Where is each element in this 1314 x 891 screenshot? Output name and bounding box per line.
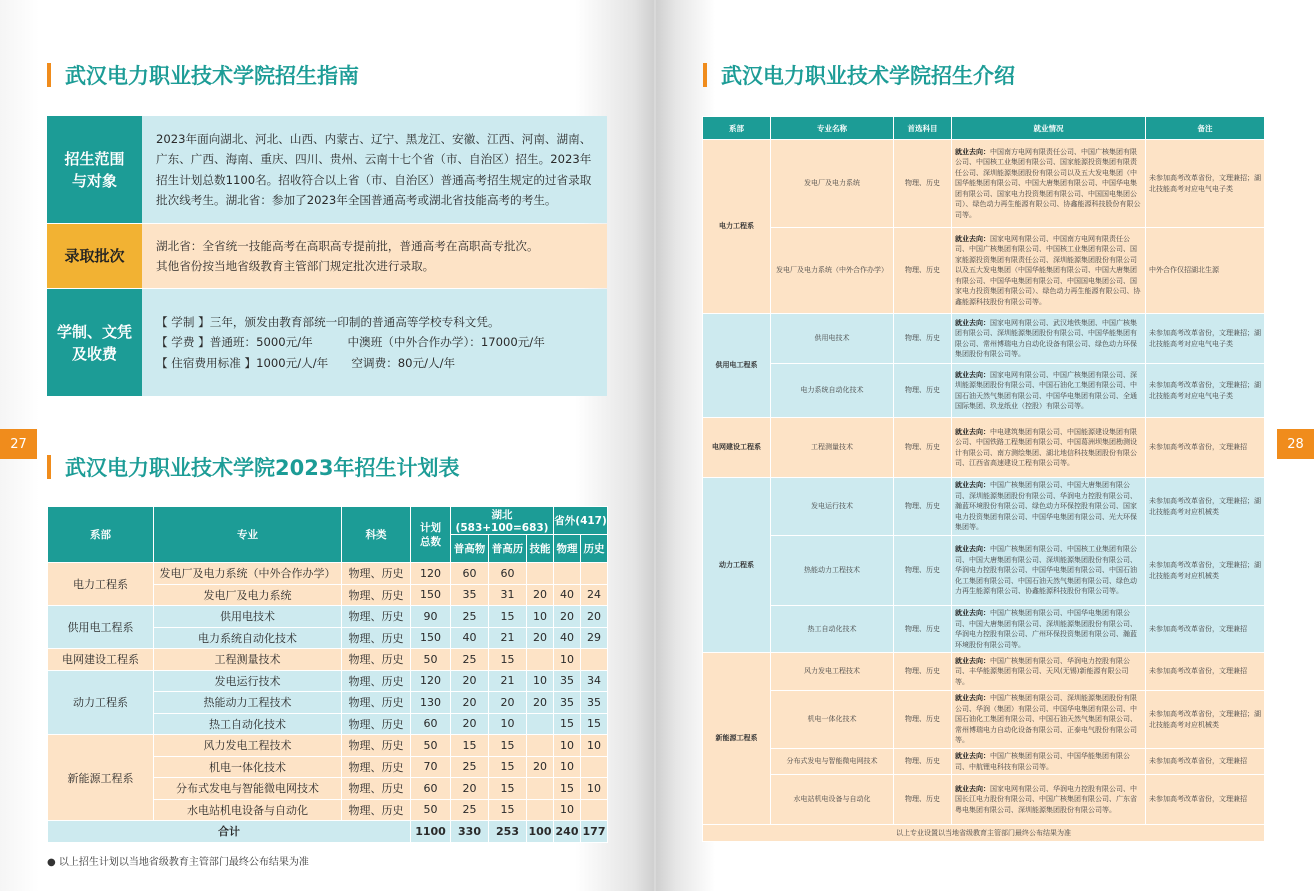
value-cell: 40 (451, 627, 489, 649)
subject-cell: 物理、历史 (894, 691, 952, 749)
intro-header: 专业名称 (771, 117, 894, 140)
value-cell: 20 (451, 778, 489, 800)
header-sub: 普高历 (489, 535, 527, 563)
job-prefix: 就业去向： (955, 656, 990, 665)
subject-cell: 物理、历史 (894, 478, 952, 536)
value-cell: 10 (581, 778, 608, 800)
value-cell: 35 (554, 692, 581, 714)
value-cell: 35 (554, 670, 581, 692)
subject-cell: 物理、历史 (342, 713, 411, 735)
value-cell: 90 (411, 606, 451, 628)
value-cell: 25 (451, 799, 489, 821)
table-row (48, 606, 608, 628)
value-cell: 15 (554, 778, 581, 800)
header-sub: 技能 (527, 535, 554, 563)
subject-cell: 物理、历史 (342, 606, 411, 628)
value-cell: 20 (527, 627, 554, 649)
value-cell: 40 (554, 584, 581, 606)
major-cell: 供用电技术 (771, 314, 894, 364)
value-cell: 20 (527, 756, 554, 778)
job-text: 中电建筑集团有限公司、中国能源建设集团有限公司、中国铁路工程集团有限公司、中国葛洲坝集团勘测设计有限公司、南方测绘集团、湖北地信科技集团股份有限公司、江西省高速建设工程有限公司等。 (955, 427, 1137, 467)
table-row (703, 606, 1265, 653)
subject-cell: 物理、历史 (894, 775, 952, 825)
subject-cell: 物理、历史 (342, 627, 411, 649)
header-dept: 系部 (48, 507, 154, 563)
value-cell: 60 (411, 713, 451, 735)
major-cell: 热工自动化技术 (154, 713, 342, 735)
value-cell: 35 (581, 692, 608, 714)
value-cell (554, 563, 581, 585)
subject-cell: 物理、历史 (342, 756, 411, 778)
value-cell: 150 (411, 584, 451, 606)
total-value: 253 (489, 821, 527, 843)
value-cell: 120 (411, 670, 451, 692)
guide-line: 【 住宿费用标准 】1000元/人/年 空调费：80元/人/年 (156, 355, 456, 370)
table-row (703, 140, 1265, 228)
job-prefix: 就业去向： (955, 694, 990, 703)
guide-line: 其他省份按当地省级教育主管部门规定批次进行录取。 (156, 259, 435, 273)
value-cell: 10 (554, 649, 581, 671)
total-value: 177 (581, 821, 608, 843)
value-cell: 10 (489, 713, 527, 735)
value-cell: 20 (489, 692, 527, 714)
plan-table-body (48, 563, 608, 843)
value-cell (581, 649, 608, 671)
value-cell: 10 (527, 670, 554, 692)
job-prefix: 就业去向： (955, 427, 990, 436)
major-cell: 发电厂及电力系统（中外合作办学） (771, 228, 894, 314)
dept-cell: 新能源工程系 (703, 653, 771, 825)
remark-cell: 未参加高考改革省份，文理兼招；湖北技能高考对应电气电子类 (1146, 140, 1265, 228)
value-cell: 10 (581, 735, 608, 757)
subject-cell: 物理、历史 (894, 418, 952, 478)
value-cell (527, 735, 554, 757)
remark-cell: 未参加高考改革省份，文理兼招 (1146, 606, 1265, 653)
total-value: 240 (554, 821, 581, 843)
guide-label-fees: 学制、文凭及收费 (47, 289, 142, 396)
guide-line: 2023年面向湖北、河北、山西、内蒙古、辽宁、黑龙江、安徽、江西、河南、湖南、 (156, 131, 592, 146)
major-cell: 风力发电工程技术 (154, 735, 342, 757)
subject-cell: 物理、历史 (894, 536, 952, 606)
value-cell: 50 (411, 799, 451, 821)
subject-cell: 物理、历史 (342, 799, 411, 821)
value-cell: 10 (554, 756, 581, 778)
job-prefix: 就业去向： (955, 752, 990, 760)
value-cell: 24 (581, 584, 608, 606)
job-prefix: 就业去向： (955, 545, 990, 554)
job-cell (952, 364, 1146, 418)
job-prefix: 就业去向： (955, 784, 990, 793)
enrollment-plan-table (47, 506, 608, 843)
dept-cell: 电网建设工程系 (48, 649, 154, 671)
value-cell: 10 (554, 735, 581, 757)
major-cell: 热能动力工程技术 (154, 692, 342, 714)
value-cell: 15 (489, 606, 527, 628)
value-cell: 20 (527, 584, 554, 606)
value-cell: 70 (411, 756, 451, 778)
guide-text-batch (142, 224, 607, 288)
guide-text-fees (142, 289, 607, 396)
job-text: 国家电网有限公司、中国南方电网有限责任公司、中国广核集团有限公司、中国核工业集团有限公司、国家能源投资集团有限责任公司、深圳能源集团股份有限公司以及五大发电集团（中国华能集团有限公司、中国大唐集团有限公司、中国华电集团有限公司、中国国电集团公司、国家电力投资集团有限公司）、绿色动力再生能源有限公司、协鑫能源科技股份有限公司等。 (955, 234, 1141, 306)
subject-cell: 物理、历史 (342, 584, 411, 606)
total-value: 330 (451, 821, 489, 843)
table-row (703, 478, 1265, 536)
value-cell: 150 (411, 627, 451, 649)
dept-cell: 电网建设工程系 (703, 418, 771, 478)
subject-cell: 物理、历史 (894, 606, 952, 653)
value-cell: 20 (451, 692, 489, 714)
dept-cell: 动力工程系 (703, 478, 771, 653)
major-cell: 电力系统自动化技术 (154, 627, 342, 649)
dept-cell: 动力工程系 (48, 670, 154, 735)
page-number-left: 27 (0, 429, 37, 459)
remark-cell: 未参加高考改革省份，文理兼招；湖北技能高考对应机械类 (1146, 478, 1265, 536)
intro-header: 系部 (703, 117, 771, 140)
table-row (48, 670, 608, 692)
table-row (703, 228, 1265, 314)
left-page (0, 0, 654, 891)
dept-cell: 供用电工程系 (703, 314, 771, 418)
dept-cell: 供用电工程系 (48, 606, 154, 649)
major-cell: 发电运行技术 (771, 478, 894, 536)
header-sub: 普高物 (451, 535, 489, 563)
major-cell: 水电站机电设备与自动化 (771, 775, 894, 825)
remark-cell: 未参加高考改革省份，文理兼招；湖北技能高考对应机械类 (1146, 691, 1265, 749)
value-cell: 40 (554, 627, 581, 649)
value-cell: 15 (489, 735, 527, 757)
total-value: 100 (527, 821, 554, 843)
table-row (703, 314, 1265, 364)
guide-row-scope (47, 116, 607, 223)
major-cell: 机电一体化技术 (771, 691, 894, 749)
job-cell (952, 140, 1146, 228)
dept-cell: 电力工程系 (703, 140, 771, 314)
value-cell: 50 (411, 649, 451, 671)
guide-row-batch (47, 224, 607, 288)
job-prefix: 就业去向： (955, 318, 990, 327)
job-cell (952, 314, 1146, 364)
intro-title: 武汉电力职业技术学院招生介绍 (721, 64, 1015, 88)
value-cell: 20 (581, 606, 608, 628)
table-row (703, 418, 1265, 478)
total-row (48, 821, 608, 843)
job-cell (952, 653, 1146, 691)
major-cell: 发电运行技术 (154, 670, 342, 692)
job-prefix: 就业去向： (955, 234, 990, 243)
value-cell: 15 (581, 713, 608, 735)
value-cell: 25 (451, 606, 489, 628)
major-cell: 工程测量技术 (154, 649, 342, 671)
value-cell: 15 (451, 735, 489, 757)
value-cell: 60 (411, 778, 451, 800)
value-cell: 60 (489, 563, 527, 585)
job-text: 国家电网有限公司、中国广核集团有限公司、深圳能源集团股份有限公司、中国石油化工集团有限公司、中国石油天然气集团有限公司、中国华电集团有限公司、全通国际集团、玖龙纸业（控股）有限公司等。 (955, 370, 1137, 410)
subject-cell: 物理、历史 (342, 735, 411, 757)
intro-footnote: 以上专业设置以当地省级教育主管部门最终公布结果为准 (703, 825, 1265, 842)
header-total: 计划总数 (411, 507, 451, 563)
subject-cell: 物理、历史 (342, 778, 411, 800)
value-cell: 130 (411, 692, 451, 714)
table-row (703, 775, 1265, 825)
value-cell: 21 (489, 627, 527, 649)
value-cell: 25 (451, 649, 489, 671)
job-text: 国家电网有限公司、武汉地铁集团、中国广核集团有限公司、深圳能源集团股份有限公司、中国华能集团有限公司、常州博瑞电力自动化设备有限公司、绿色动力环保集团股份有限公司等。 (955, 318, 1137, 358)
value-cell (527, 563, 554, 585)
value-cell: 29 (581, 627, 608, 649)
subject-cell: 物理、历史 (342, 692, 411, 714)
header-sub: 历史 (581, 535, 608, 563)
value-cell: 60 (451, 563, 489, 585)
job-prefix: 就业去向： (955, 609, 990, 617)
job-text: 中国广核集团有限公司、中国华电集团有限公司、中国大唐集团有限公司、深圳能源集团股份有限公司、华润电力控股有限公司、广州环保投资集团有限公司、瀚蓝环境股份有限公司等。 (955, 609, 1137, 649)
value-cell: 120 (411, 563, 451, 585)
value-cell (527, 799, 554, 821)
value-cell: 20 (451, 713, 489, 735)
subject-cell: 物理、历史 (342, 649, 411, 671)
subject-cell: 物理、历史 (894, 140, 952, 228)
value-cell (527, 649, 554, 671)
major-cell: 发电厂及电力系统（中外合作办学） (154, 563, 342, 585)
value-cell (581, 756, 608, 778)
major-cell: 工程测量技术 (771, 418, 894, 478)
job-cell (952, 606, 1146, 653)
job-prefix: 就业去向： (955, 481, 990, 490)
heading-accent-bar (47, 63, 51, 87)
intro-heading (703, 60, 1015, 90)
value-cell: 15 (489, 649, 527, 671)
intro-header: 就业情况 (952, 117, 1146, 140)
guide-row-fees (47, 289, 607, 396)
header-sub: 物理 (554, 535, 581, 563)
remark-cell: 未参加高考改革省份，文理兼招 (1146, 653, 1265, 691)
remark-cell: 中外合作仅招湖北生源 (1146, 228, 1265, 314)
major-cell: 机电一体化技术 (154, 756, 342, 778)
guide-title: 武汉电力职业技术学院招生指南 (65, 64, 359, 88)
guide-line: 【 学制 】三年，颁发由教育部统一印制的普通高等学校专科文凭。 (156, 314, 500, 329)
footer-row (703, 825, 1265, 842)
table-row (703, 691, 1265, 749)
major-cell: 水电站机电设备与自动化 (154, 799, 342, 821)
guide-line: 【 学费 】普通班：5000元/年 中澳班（中外合作办学）：17000元/年 (156, 335, 545, 350)
value-cell: 20 (554, 606, 581, 628)
remark-cell: 未参加高考改革省份，文理兼招 (1146, 775, 1265, 825)
value-cell: 15 (489, 799, 527, 821)
intro-header: 首选科目 (894, 117, 952, 140)
job-text: 国家电网有限公司、华润电力控股有限公司、中国长江电力股份有限公司、中国广核集团有限公司、广东省粤电集团有限公司、深圳能源集团股份有限公司等。 (955, 784, 1137, 814)
guide-label-batch: 录取批次 (47, 224, 142, 288)
remark-cell: 未参加高考改革省份，文理兼招 (1146, 749, 1265, 775)
table-row (703, 364, 1265, 418)
table-row (48, 563, 608, 585)
value-cell: 35 (451, 584, 489, 606)
job-cell (952, 691, 1146, 749)
job-cell (952, 775, 1146, 825)
job-cell (952, 749, 1146, 775)
job-text: 中国广核集团有限公司、深圳能源集团股份有限公司、华润（集团）有限公司、中国华电集团有限公司、中国石油化工集团有限公司、中国石油天然气集团有限公司、常州博瑞电力自动化设备有限公司、正泰电气股份有限公司等。 (955, 694, 1137, 745)
job-text: 中国广核集团有限公司、中国核工业集团有限公司、中国大唐集团有限公司、深圳能源集团股份有限公司、华润电力控股有限公司、中国华电集团有限公司、中国石油化工集团有限公司、中国石油天然气集团有限公司、绿色动力再生能源有限公司、协鑫能源科技股份有限公司等。 (955, 545, 1137, 596)
job-text: 中国广核集团有限公司、华润电力控股有限公司、丰华能源集团有限公司、天风(无锡)新能源有限公司等。 (955, 656, 1130, 686)
guide-heading (47, 60, 359, 90)
value-cell (527, 713, 554, 735)
job-cell (952, 536, 1146, 606)
value-cell: 15 (554, 713, 581, 735)
major-cell: 热工自动化技术 (771, 606, 894, 653)
major-cell: 分布式发电与智能微电网技术 (771, 749, 894, 775)
total-value: 1100 (411, 821, 451, 843)
guide-line: 广东、广西、海南、重庆、四川、贵州、云南十七个省（市、自治区）招生。2023年 (156, 152, 592, 166)
heading-accent-bar (47, 455, 51, 479)
major-cell: 发电厂及电力系统 (771, 140, 894, 228)
subject-cell: 物理、历史 (894, 228, 952, 314)
intro-table-body (703, 140, 1265, 842)
table-row (703, 653, 1265, 691)
subject-cell: 物理、历史 (342, 670, 411, 692)
major-cell: 发电厂及电力系统 (154, 584, 342, 606)
value-cell: 15 (489, 778, 527, 800)
remark-cell: 未参加高考改革省份，文理兼招；湖北技能高考对应机械类 (1146, 536, 1265, 606)
plan-heading (47, 452, 459, 482)
header-hubei: 湖北(583+100=683) (451, 507, 554, 535)
value-cell: 50 (411, 735, 451, 757)
intro-header: 备注 (1146, 117, 1265, 140)
dept-cell: 电力工程系 (48, 563, 154, 606)
guide-label-scope: 招生范围与对象 (47, 116, 142, 223)
job-prefix: 就业去向： (955, 370, 990, 379)
value-cell: 20 (527, 692, 554, 714)
major-cell: 风力发电工程技术 (771, 653, 894, 691)
subject-cell: 物理、历史 (342, 563, 411, 585)
value-cell: 20 (451, 670, 489, 692)
job-prefix: 就业去向： (955, 147, 990, 156)
page-number-right: 28 (1277, 429, 1314, 459)
job-cell (952, 418, 1146, 478)
subject-cell: 物理、历史 (894, 314, 952, 364)
major-cell: 热能动力工程技术 (771, 536, 894, 606)
major-cell: 分布式发电与智能微电网技术 (154, 778, 342, 800)
guide-line: 招生计划总数1100名。招收符合以上省（市、自治区）普通高考招生规定的过省录取 (156, 172, 592, 187)
major-cell: 电力系统自动化技术 (771, 364, 894, 418)
dept-cell: 新能源工程系 (48, 735, 154, 821)
remark-cell: 未参加高考改革省份，文理兼招；湖北技能高考对应电气电子类 (1146, 364, 1265, 418)
guide-text-scope (142, 116, 607, 223)
subject-cell: 物理、历史 (894, 653, 952, 691)
program-intro-table (702, 116, 1265, 842)
value-cell: 10 (554, 799, 581, 821)
value-cell (581, 563, 608, 585)
value-cell: 31 (489, 584, 527, 606)
value-cell (527, 778, 554, 800)
plan-title: 武汉电力职业技术学院2023年招生计划表 (65, 456, 460, 480)
subject-cell: 物理、历史 (894, 364, 952, 418)
value-cell: 34 (581, 670, 608, 692)
header-major: 专业 (154, 507, 342, 563)
job-text: 中国南方电网有限责任公司、中国广核集团有限公司、中国核工业集团有限公司、国家能源投资集团有限责任公司、深圳能源集团股份有限公司以及五大发电集团（中国华能集团有限公司、中国大唐集团有限公司、中国华电集团有限公司、国家电力投资集团有限公司、中国国电集团公司）、绿色动力再生能源有限公司、协鑫能源科技股份有限公司等。 (955, 147, 1141, 219)
subject-cell: 物理、历史 (894, 749, 952, 775)
table-row (703, 749, 1265, 775)
plan-footnote: ● 以上招生计划以当地省级教育主管部门最终公布结果为准 (47, 857, 309, 868)
heading-accent-bar (703, 63, 707, 87)
job-text: 中国广核集团有限公司、中国大唐集团有限公司、深圳能源集团股份有限公司、华润电力控股有限公司、瀚蓝环境股份有限公司、绿色动力环保控股有限公司、国家电力投资集团有限公司、中国华电集团有限公司、光大环保集团等。 (955, 481, 1137, 532)
table-row (48, 649, 608, 671)
value-cell (581, 799, 608, 821)
value-cell: 25 (451, 756, 489, 778)
job-text: 中国广核集团有限公司、中国华能集团有限公司、中航锂电科技有限公司等。 (955, 752, 1130, 771)
guide-line: 批次线考生。湖北省：参加了2023年全国普通高考或湖北省技能高考的考生。 (156, 193, 557, 207)
value-cell: 10 (527, 606, 554, 628)
remark-cell: 未参加高考改革省份，文理兼招；湖北技能高考对应电气电子类 (1146, 314, 1265, 364)
value-cell: 21 (489, 670, 527, 692)
remark-cell: 未参加高考改革省份，文理兼招 (1146, 418, 1265, 478)
header-outside: 省外(417) (554, 507, 608, 535)
job-cell (952, 478, 1146, 536)
value-cell: 15 (489, 756, 527, 778)
major-cell: 供用电技术 (154, 606, 342, 628)
guide-line: 湖北省：全省统一技能高考在高职高专提前批，普通高考在高职高专批次。 (156, 238, 539, 253)
job-cell (952, 228, 1146, 314)
header-subject: 科类 (342, 507, 411, 563)
total-label: 合计 (48, 821, 411, 843)
table-row (48, 735, 608, 757)
table-row (703, 536, 1265, 606)
